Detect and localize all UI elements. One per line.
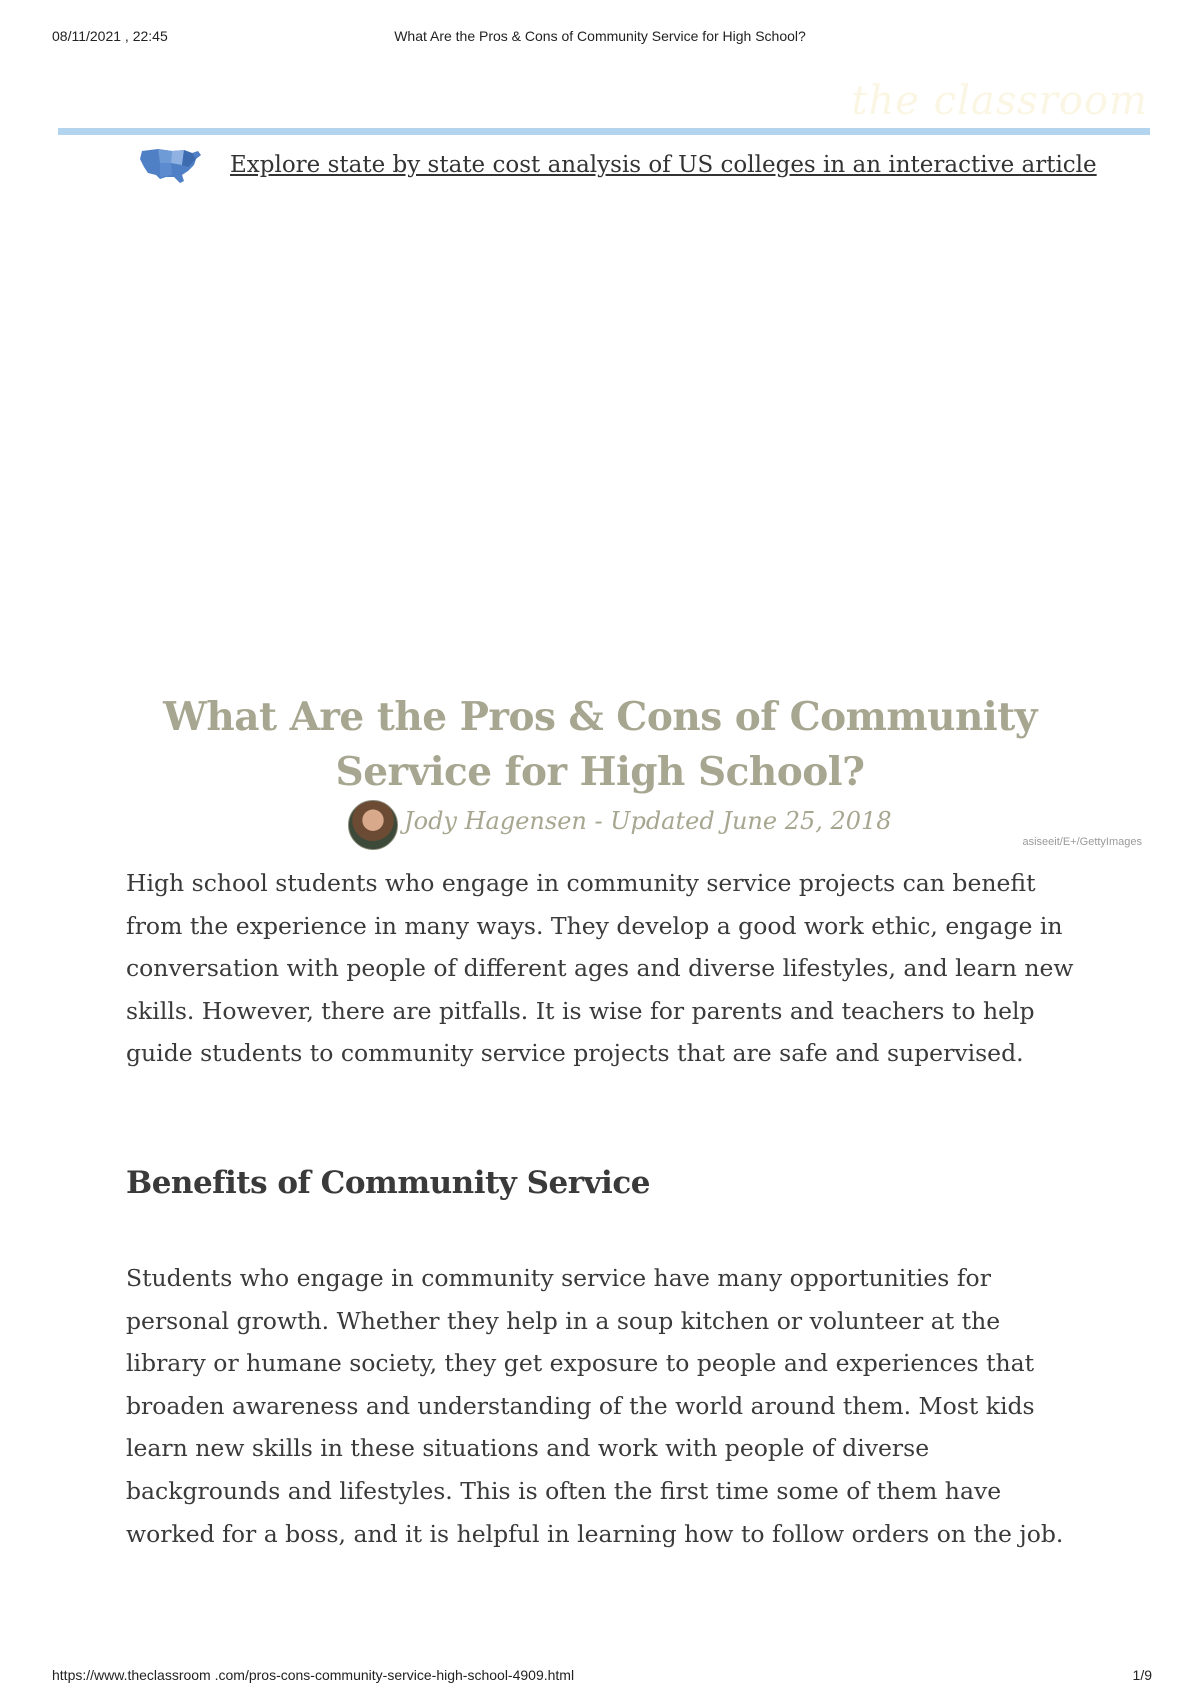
promo-link[interactable]: Explore state by state cost analysis of US colleges in an interactive article: [230, 152, 1097, 178]
byline-text: Jody Hagensen - Updated June 25, 2018: [404, 807, 892, 835]
print-footer: [0, 1667, 1200, 1687]
intro-paragraph: High school students who engage in community service projects can benefit from the experience in many ways. They develop a good work ethic, engage in conversation with people of different ages and diverse lifestyles, and learn new skills. However, there are pitfalls. It is wise for parents and teachers to help guide students to community service projects that are safe and supervised.: [126, 869, 1074, 1068]
print-doc-title: What Are the Pros & Cons of Community Service for High School?: [394, 28, 806, 44]
page-number: 1/9: [1132, 1667, 1152, 1683]
site-logo[interactable]: the classroom: [851, 78, 1148, 124]
print-datetime: 08/11/2021 , 22:45: [52, 28, 168, 44]
hero-image-area: [58, 200, 1150, 680]
byline: [0, 800, 1200, 848]
author-avatar[interactable]: [348, 800, 398, 850]
print-url: https://www.theclassroom .com/pros-cons-community-service-high-school-4909.html: [52, 1667, 575, 1683]
promo-banner[interactable]: [138, 145, 1098, 185]
header-accent-bar: [58, 128, 1150, 135]
print-header: [0, 28, 1200, 48]
image-credit: asiseeit/E+/GettyImages: [1022, 836, 1142, 848]
us-map-icon: [138, 145, 204, 185]
section-heading: Benefits of Community Service: [126, 1165, 650, 1201]
section-paragraph: Students who engage in community service have many opportunities for personal growth. Whether they help in a soup kitchen or volunteer at the library or humane society, they get exposure to people and experiences that broaden awareness and understanding of the world around them. Most kids learn new skills in these situations and work with people of diverse backgrounds and lifestyles. This is often the first time some of them have worked for a boss, and it is helpful in learning how to follow orders on the job.: [126, 1264, 1064, 1548]
article-title: What Are the Pros & Cons of Community Service for High School?: [163, 694, 1037, 795]
